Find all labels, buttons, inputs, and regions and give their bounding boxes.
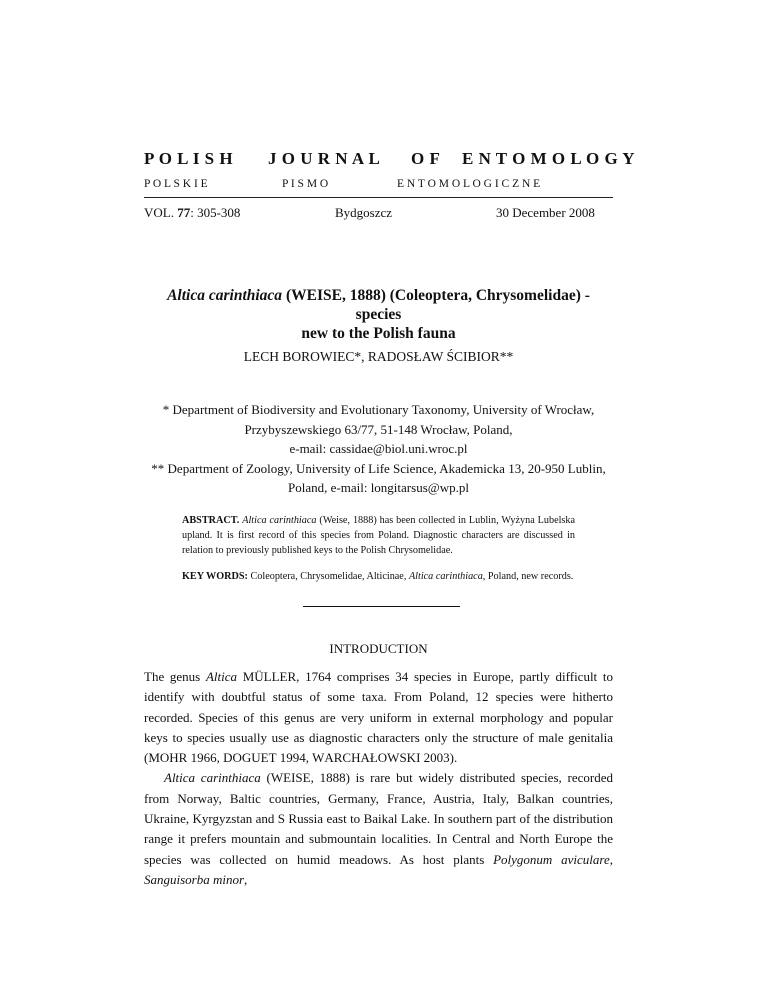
paragraph bbox=[144, 667, 613, 768]
author1-last-initial: B bbox=[282, 349, 292, 364]
author-smallcaps: OHR bbox=[159, 750, 188, 766]
journal-title-word-3-wrap bbox=[411, 149, 440, 171]
plant-name: Sanguisorba minor bbox=[144, 871, 245, 887]
journal-subtitle-word-3: E N T O M O L O G I C Z N E bbox=[397, 178, 541, 190]
title-author-initial: W bbox=[291, 287, 307, 304]
keywords-text-before: Coleoptera, Chrysomelidae, Alticinae, bbox=[247, 571, 409, 582]
authors bbox=[144, 349, 613, 365]
volume-info bbox=[144, 205, 240, 221]
affiliation-line: Przybyszewskiego 63/77, 51-148 Wrocław, Poland, bbox=[244, 421, 513, 437]
volume-label: VOL. bbox=[144, 205, 178, 220]
abstract-label: ABSTRACT. bbox=[182, 515, 240, 526]
volume-number: 77 bbox=[177, 205, 191, 220]
introduction-body bbox=[144, 667, 613, 890]
affiliation-email: e-mail: cassidae@biol.uni.wroc.pl bbox=[289, 441, 468, 456]
title-line2: new to the Polish fauna bbox=[301, 325, 456, 342]
title-paren: ( bbox=[282, 287, 292, 304]
author1-last-rest: OROWIEC bbox=[291, 349, 355, 364]
text-run: , bbox=[244, 871, 248, 887]
species-name: Altica carinthiaca bbox=[164, 770, 261, 786]
journal-title bbox=[144, 149, 233, 171]
text-run: W bbox=[312, 750, 325, 766]
author2-last-rest: CIBIOR bbox=[453, 349, 500, 364]
journal-title-word-2: J O U R N A L bbox=[268, 149, 381, 168]
title-rest-line1: , 1888) (Coleoptera, Chrysomelidae) - species bbox=[341, 287, 590, 323]
title-species: Altica carinthiaca bbox=[167, 287, 283, 304]
masthead-rule bbox=[144, 197, 613, 198]
introduction-heading: INTRODUCTION bbox=[329, 641, 428, 656]
author-smallcaps: ÜLLER bbox=[254, 669, 297, 684]
author-smallcaps: EISE bbox=[283, 770, 311, 786]
journal-title-word-2-wrap bbox=[268, 149, 380, 171]
text-run: , 1888) is rare but widely distributed species, recorded from Norway, Baltic countries, Germany, France, Austria, Italy, Balkan countries, Ukraine, Kyrgyzstan and S Russia east to Baikal Lake. In southern part of the distribution range it prefers mountain and submountain localities. In Central and North Europe the species was collected on humid meadows. As host plants bbox=[144, 770, 613, 867]
text-run: 2003). bbox=[420, 750, 458, 766]
paragraph bbox=[144, 768, 613, 890]
text-run: M bbox=[237, 669, 255, 684]
author2-mark: ** bbox=[499, 349, 514, 364]
volume-pages: : 305-308 bbox=[190, 205, 241, 220]
author-smallcaps: ARCHAŁOWSKI bbox=[324, 750, 421, 766]
text-run: M bbox=[148, 750, 160, 766]
text-run: 1966, bbox=[187, 750, 224, 766]
abstract-text: (Weise, 1888) has been collected in Lublin, Wyżyna Lubelska upland. It is first record of this species from Poland. Diagnostic characters are discussed in relation to previously published keys to the Polish Chrysomelidae. bbox=[182, 515, 576, 556]
text-run: The genus bbox=[144, 669, 206, 684]
affiliations bbox=[144, 400, 613, 498]
affiliation-line: Poland, e-mail: longitarsus@wp.pl bbox=[288, 480, 469, 495]
author2-first-rest: ADOSŁAW bbox=[376, 349, 447, 364]
keywords-label: KEY WORDS: bbox=[182, 571, 248, 582]
keywords-text-after: , Poland, new records. bbox=[482, 571, 574, 582]
keywords-species: Altica carinthiaca bbox=[408, 571, 483, 582]
plant-name: Polygonum aviculare bbox=[493, 851, 610, 867]
affiliation-line: * Department of Biodiversity and Evolutionary Taxonomy, University of Wrocław, bbox=[162, 402, 595, 417]
author2-last-initial: Ś bbox=[446, 349, 454, 364]
keywords bbox=[182, 569, 575, 584]
journal-title-word-1: P O L I S H bbox=[144, 149, 234, 168]
journal-title-word-4: E N T O M O L O G Y bbox=[462, 149, 636, 168]
journal-subtitle-word-1: P O L S K I E bbox=[144, 178, 208, 190]
abstract-species: Altica carinthiaca bbox=[242, 515, 317, 526]
text-run: , bbox=[609, 851, 614, 867]
text-run: 1994, bbox=[276, 750, 313, 766]
text-run: D bbox=[223, 750, 233, 766]
journal-subtitle-word-2: P I S M O bbox=[282, 178, 329, 190]
text-run: ( bbox=[260, 770, 271, 786]
affiliation-line: ** Department of Zoology, University of Life Science, Akademicka 13, 20-950 Lublin, bbox=[151, 460, 606, 476]
genus-name: Altica bbox=[205, 669, 237, 684]
section-divider bbox=[303, 606, 460, 607]
author1-initial: L bbox=[243, 349, 252, 364]
publication-place: Bydgoszcz bbox=[335, 205, 393, 220]
publication-date: 30 December 2008 bbox=[496, 205, 595, 220]
author-smallcaps: OGUET bbox=[232, 750, 277, 766]
text-run: W bbox=[270, 770, 284, 786]
journal-title-word-4-wrap bbox=[462, 149, 635, 171]
author1-mark: *, bbox=[354, 349, 368, 364]
author1-first-rest: ECH bbox=[252, 349, 283, 364]
abstract bbox=[182, 513, 575, 558]
article-title bbox=[144, 286, 613, 343]
title-author-rest: EISE bbox=[306, 287, 342, 304]
journal-title-word-3: O F bbox=[411, 149, 441, 168]
text-run: , 1764 comprises 34 species in Europe, partly difficult to identify with doubtful status of some taxa. From Poland, 12 species were hitherto recorded. Species of this genus are very uniform in external morphology and popular keys to species usually use as diagnostic characters only the structure of male genitalia ( bbox=[144, 669, 613, 766]
author2-initial: R bbox=[367, 349, 377, 364]
